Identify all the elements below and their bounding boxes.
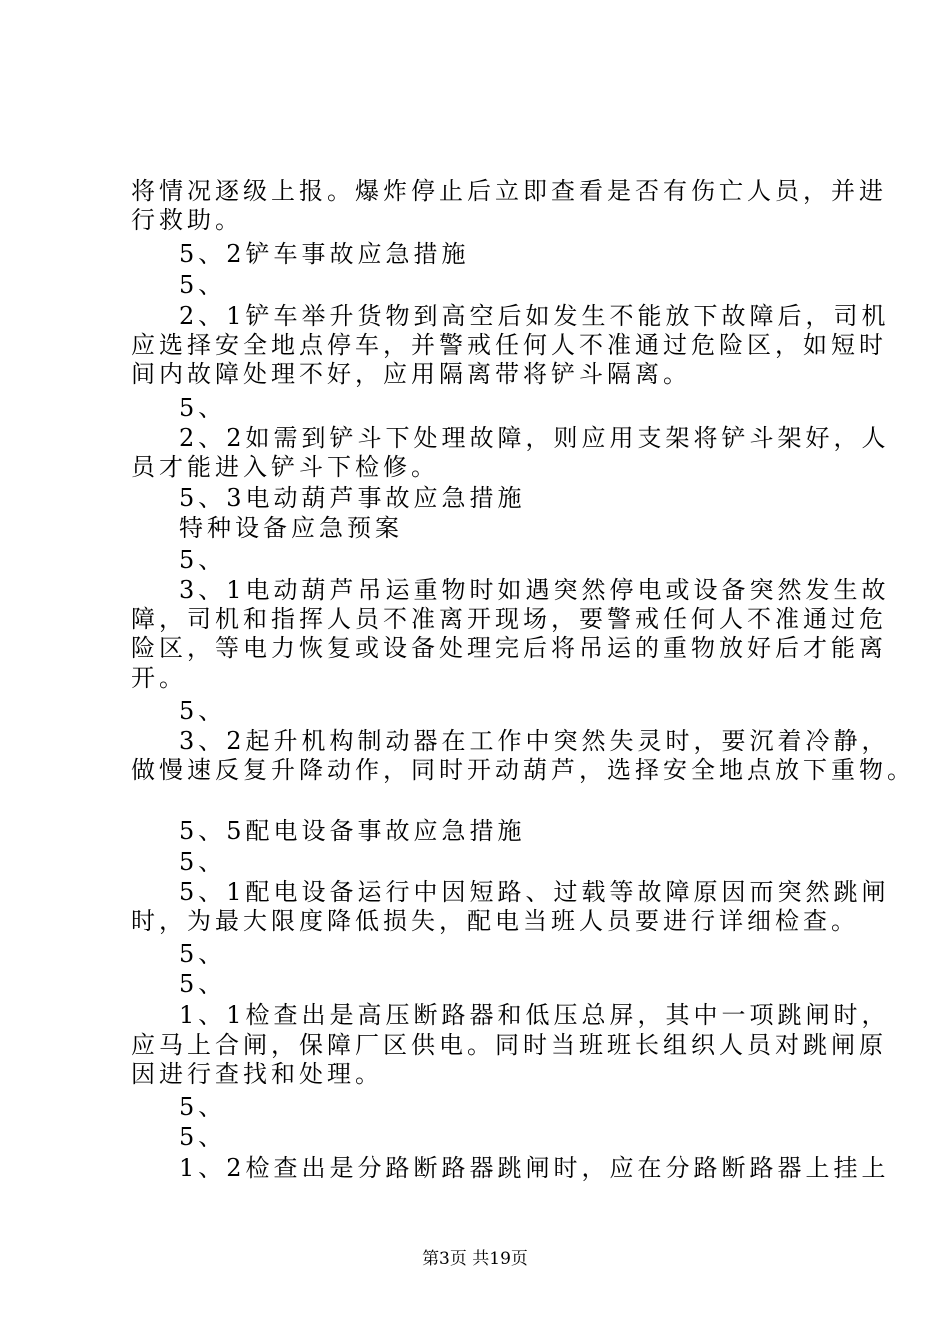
body-line: 1、1检查出是高压断路器和低压总屏，其中一项跳闸时， xyxy=(179,1001,890,1029)
body-line: 5、 xyxy=(179,848,227,876)
body-line: 5、 xyxy=(179,394,227,422)
section-heading: 5、2铲车事故应急措施 xyxy=(179,240,470,268)
body-line: 3、2起升机构制动器在工作中突然失灵时，要沉着冷静， xyxy=(179,727,890,755)
body-line: 应马上合闸，保障厂区供电。同时当班班长组织人员对跳闸原 xyxy=(131,1031,887,1059)
section-heading: 5、3电动葫芦事故应急措施 xyxy=(179,484,526,512)
body-line: 5、 xyxy=(179,940,227,968)
body-line: 5、 xyxy=(179,1123,227,1151)
body-line: 行救助。 xyxy=(131,206,243,234)
body-line: 5、1配电设备运行中因短路、过载等故障原因而突然跳闸 xyxy=(179,878,890,906)
body-line: 5、 xyxy=(179,1093,227,1121)
body-line: 2、1铲车举升货物到高空后如发生不能放下故障后，司机 xyxy=(179,302,890,330)
body-line: 开。 xyxy=(131,664,187,692)
page-number-footer: 第3页 共19页 xyxy=(422,1249,528,1269)
body-line: 5、 xyxy=(179,546,227,574)
body-line: 做慢速反复升降动作，同时开动葫芦，选择安全地点放下重物。 xyxy=(131,756,915,784)
section-heading: 5、5配电设备事故应急措施 xyxy=(179,817,526,845)
body-line: 因进行查找和处理。 xyxy=(131,1060,383,1088)
body-line: 5、 xyxy=(179,970,227,998)
body-line: 间内故障处理不好，应用隔离带将铲斗隔离。 xyxy=(131,360,691,388)
body-line: 障，司机和指挥人员不准离开现场，要警戒任何人不准通过危 xyxy=(131,605,887,633)
body-line: 将情况逐级上报。爆炸停止后立即查看是否有伤亡人员，并进 xyxy=(131,177,887,205)
body-line: 5、 xyxy=(179,271,227,299)
body-line: 1、2检查出是分路断路器跳闸时，应在分路断路器上挂上 xyxy=(179,1154,890,1182)
body-line: 员才能进入铲斗下检修。 xyxy=(131,453,439,481)
body-line: 险区，等电力恢复或设备处理完后将吊运的重物放好后才能离 xyxy=(131,634,887,662)
body-line: 5、 xyxy=(179,697,227,725)
header-text: 特种设备应急预案 xyxy=(179,514,403,542)
body-line: 应选择安全地点停车，并警戒任何人不准通过危险区，如短时 xyxy=(131,331,887,359)
body-line: 时，为最大限度降低损失，配电当班人员要进行详细检查。 xyxy=(131,907,859,935)
body-line: 3、1电动葫芦吊运重物时如遇突然停电或设备突然发生故 xyxy=(179,576,890,604)
body-line: 2、2如需到铲斗下处理故障，则应用支架将铲斗架好，人 xyxy=(179,424,890,452)
